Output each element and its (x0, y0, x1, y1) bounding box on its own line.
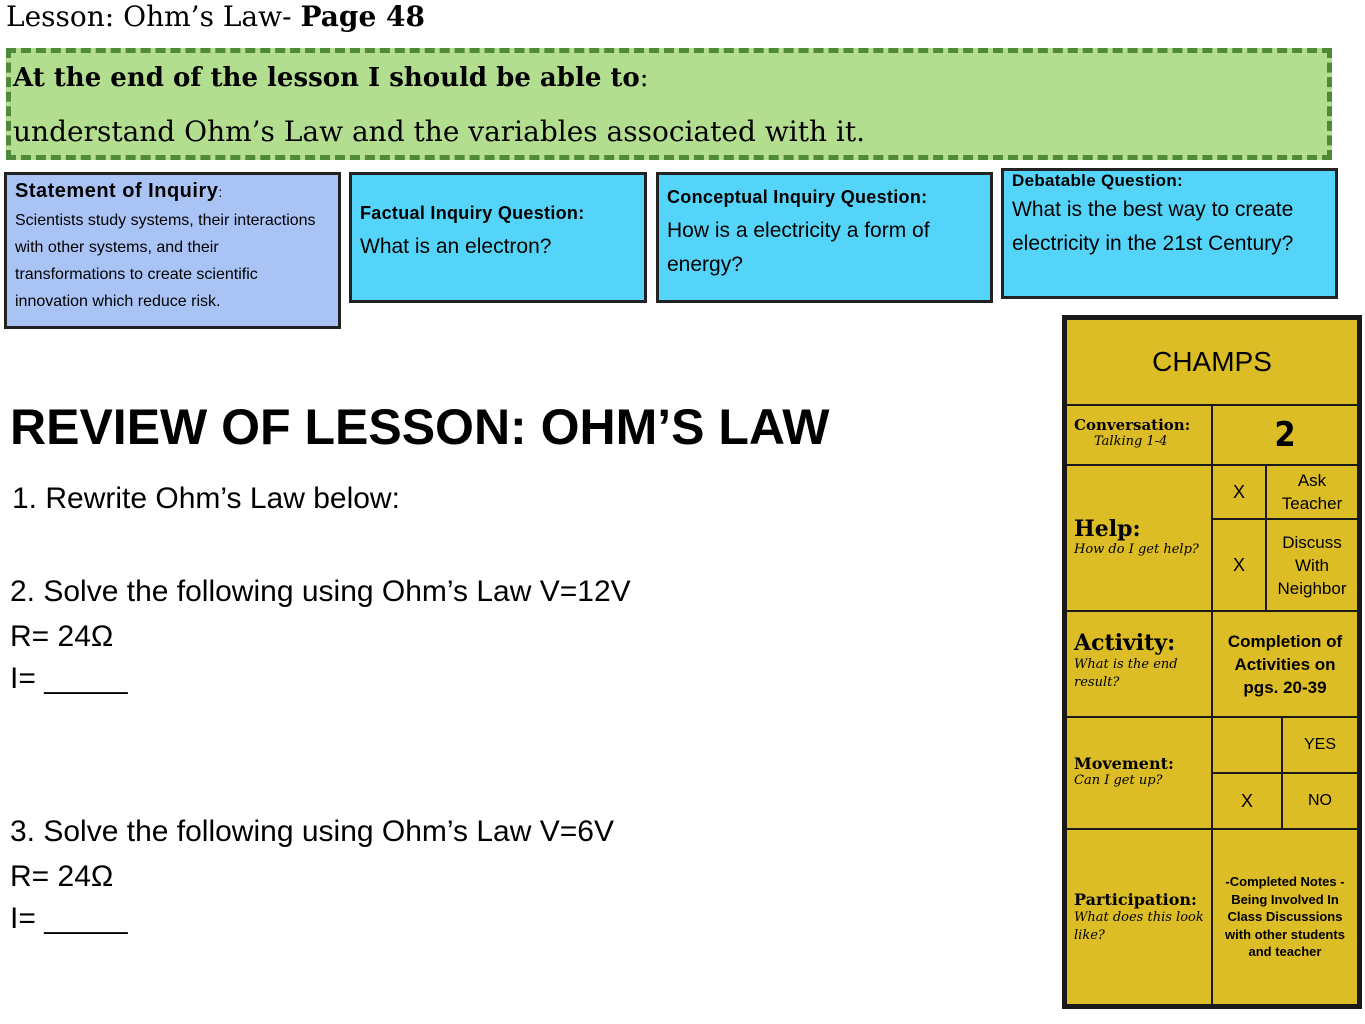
movement-option-no-text: NO (1281, 772, 1359, 830)
page-number: Page 48 (300, 0, 426, 33)
lesson-title: Lesson: Ohm’s Law- (6, 0, 301, 33)
conversation-label: Conversation: (1074, 416, 1191, 434)
conversation-sub: Talking 1-4 (1094, 434, 1168, 449)
participation-label: Participation: (1074, 890, 1197, 909)
debatable-question-text: What is the best way to create electricity in the 21st Century? (1012, 198, 1294, 255)
factual-question-box (349, 172, 647, 303)
help-option-1-text: Ask Teacher (1265, 464, 1359, 520)
objectives-heading-text: At the end of the lesson I should be able to (13, 63, 640, 93)
objectives-text: understand Ohm’s Law and the variables associated with it. (13, 115, 866, 148)
help-option-1-mark: X (1211, 464, 1267, 520)
help-option-2-text: Discuss With Neighbor (1265, 518, 1359, 612)
conversation-label-cell (1065, 404, 1213, 466)
help-option-2-mark: X (1211, 518, 1267, 612)
conversation-level: 2 (1211, 404, 1359, 466)
objectives-heading-suffix: : (639, 63, 649, 93)
participation-sub: What does this look like? (1074, 910, 1204, 943)
movement-option-yes-mark (1211, 716, 1283, 774)
help-sub: How do I get help? (1074, 542, 1199, 557)
lesson-header (6, 0, 425, 33)
objectives-heading (13, 63, 649, 93)
conceptual-question-box (656, 172, 993, 303)
question-3-line-1: 3. Solve the following using Ohm’s Law V=6V (10, 815, 614, 848)
help-label: Help: (1074, 516, 1141, 542)
activity-label: Activity: (1074, 630, 1176, 656)
debatable-question-title: Debatable Question: (1012, 171, 1184, 190)
movement-option-yes-text: YES (1281, 716, 1359, 774)
soi-title-suffix: : (218, 184, 223, 200)
champs-title: CHAMPS (1065, 318, 1359, 406)
activity-sub: What is the end result? (1074, 657, 1178, 690)
factual-question-title: Factual Inquiry Question: (360, 203, 585, 223)
question-2-line-1: 2. Solve the following using Ohm’s Law V=12V (10, 575, 631, 608)
objectives-box (6, 48, 1332, 160)
participation-value: -Completed Notes -Being Involved In Class Discussions with other students and teacher (1211, 828, 1359, 1006)
movement-sub: Can I get up? (1074, 773, 1163, 788)
movement-label-cell (1065, 716, 1213, 830)
question-3-answer-blank: I= _____ (10, 902, 128, 935)
factual-question-text: What is an electron? (360, 235, 552, 258)
participation-label-cell (1065, 828, 1213, 1006)
question-2-answer-blank: I= _____ (10, 662, 128, 695)
statement-of-inquiry-box (4, 172, 341, 329)
conceptual-question-title: Conceptual Inquiry Question: (667, 187, 928, 207)
soi-title-text: Statement of Inquiry (15, 180, 219, 202)
question-3-line-2: R= 24Ω (10, 860, 114, 893)
statement-of-inquiry-text: Scientists study systems, their interactions with other systems, and their transformations to create scientific innovation which reduce risk. (15, 212, 316, 310)
question-1: 1. Rewrite Ohm’s Law below: (12, 482, 400, 515)
conceptual-question-text: How is a electricity a form of energy? (667, 219, 930, 276)
movement-label: Movement: (1074, 754, 1174, 773)
question-2-line-2: R= 24Ω (10, 620, 114, 653)
movement-option-no-mark: X (1211, 772, 1283, 830)
help-label-cell (1065, 464, 1213, 612)
champs-table (1062, 315, 1362, 1009)
review-title: REVIEW OF LESSON: OHM’S LAW (10, 399, 830, 455)
activity-label-cell (1065, 610, 1213, 718)
debatable-question-box (1001, 168, 1338, 299)
activity-value: Completion of Activities on pgs. 20-39 (1211, 610, 1359, 718)
statement-of-inquiry-title (15, 180, 330, 203)
